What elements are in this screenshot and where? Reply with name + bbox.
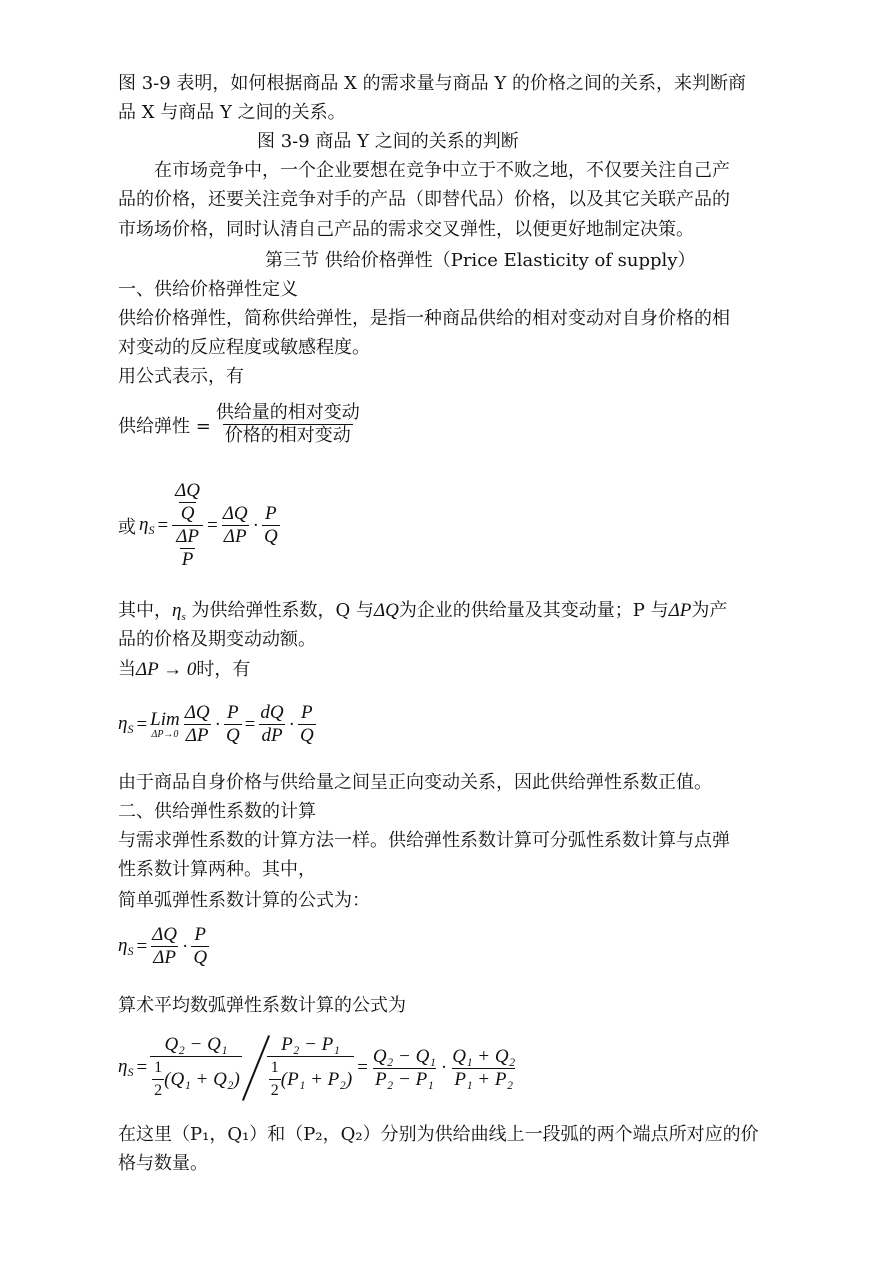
fraction: Q₂ − Q₁ $\frac{1}{2}$ (Q₁ + Q₂) (150, 1034, 242, 1102)
formula-average-arc: $\eta_S$ = Q₂ − Q₁ $\frac{1}{2}$ (Q₁ + Q₂) P₂ − P₁ $\frac{1}{2}$ (P₁ + P₂) = $\frac{\text{Q₂ − Q₁}}{\text{P₂ − P₁}}$ · $\frac{\text{Q₁ + Q₂}}{\text{P₁ + P₂}}$ (118, 1033, 520, 1103)
fraction: $\frac{\Delta Q}{\Delta P}$ (222, 503, 248, 547)
paragraph-line: 由于商品自身价格与供给量之间呈正向变动关系，因此供给弹性系数正值。 (118, 772, 712, 793)
limit: Lim ΔP→0 (150, 708, 180, 740)
fraction (214, 402, 362, 447)
paragraph-line: 供给价格弹性，简称供给弹性，是指一种商品供给的相对变动对自身价格的相 (118, 308, 730, 329)
formula-elasticity-ratio (118, 480, 283, 571)
paragraph-line: 品的价格及期变动动额。 (118, 629, 316, 650)
division-slash (242, 1035, 270, 1101)
dot: · (252, 514, 259, 536)
paragraph-line: 对变动的反应程度或敏感程度。 (118, 337, 370, 358)
formula-point-elasticity: $\eta_S$ = Lim ΔP→0 $\frac{\Delta Q}{\Delta P}$ · $\frac{P}{Q}$ = $\frac{dQ}{dP}$ · $\frac{P}{Q}$ (118, 702, 314, 746)
paragraph-line: 品 X 与商品 Y 之间的关系。 (118, 102, 346, 123)
fraction: P₂ − P₁ $\frac{1}{2}$ (P₁ + P₂) (267, 1034, 354, 1102)
paragraph-line: 其中，$\eta_s$ 为供给弹性系数，Q 与ΔQ为企业的供给量及其变动量；P 与ΔP为产 (118, 600, 728, 623)
numerator: 供给量的相对变动 (215, 402, 360, 423)
section-title: 第三节 供给价格弹性（Price Elasticity of supply） (265, 250, 696, 271)
compound-fraction (171, 480, 204, 571)
paragraph-line: 图 3-9 表明，如何根据商品 X 的需求量与商品 Y 的价格之间的关系，来判断商 (118, 73, 747, 94)
paragraph-line: 简单弧弹性系数计算的公式为： (118, 890, 370, 911)
paragraph-line: 格与数量。 (118, 1153, 208, 1174)
denominator: 价格的相对变动 (224, 425, 351, 446)
formula-supply-elasticity-words (118, 402, 365, 447)
formula-prefix: 或 (118, 516, 136, 538)
eta-symbol: $\eta_S$ (118, 712, 134, 736)
paragraph-line: 市场场价格，同时认清自己产品的需求交叉弹性，以便更好地制定决策。 (118, 219, 694, 240)
paragraph-line: 品的价格，还要关注竞争对手的产品（即替代品）价格，以及其它关联产品的 (118, 189, 730, 210)
paragraph-line: 在这里（P₁，Q₁）和（P₂，Q₂）分别为供给曲线上一段弧的两个端点所对应的价 (118, 1124, 759, 1145)
fraction: $\frac{P}{Q}$ (263, 503, 278, 547)
figure-caption: 图 3-9 商品 Y 之间的关系的判断 (257, 131, 519, 152)
equals: = (157, 514, 169, 536)
formula-lhs: 供给弹性 = (118, 415, 211, 437)
paragraph-line: 在市场竞争中，一个企业要想在竞争中立于不败之地，不仅要关注自己产 (154, 160, 730, 181)
eta-symbol: $\eta_S$ (118, 934, 134, 958)
numerator: $\frac{\Delta Q}{Q}$ (175, 480, 201, 524)
paragraph-line: 与需求弹性系数的计算方法一样。供给弹性系数计算可分弧性系数计算与点弹 (118, 830, 730, 851)
paragraph-line: 性系数计算两种。其中， (118, 859, 316, 880)
equals: = (207, 514, 218, 536)
paragraph-line: 当ΔP → 0时，有 (118, 659, 251, 680)
heading: 一、供给价格弹性定义 (118, 279, 298, 300)
eta-symbol: $\eta_S$ (118, 1056, 134, 1079)
denominator: $\frac{\Delta P}{P}$ (172, 525, 203, 571)
eta-symbol: $\eta_S$ (139, 513, 155, 537)
formula-simple-arc: $\eta_S$ = $\frac{\Delta Q}{\Delta P}$ · $\frac{P}{Q}$ (118, 924, 208, 968)
formula-intro: 用公式表示，有 (118, 366, 244, 387)
paragraph-line: 算术平均数弧弹性系数计算的公式为 (118, 995, 406, 1016)
heading: 二、供给弹性系数的计算 (118, 801, 316, 822)
